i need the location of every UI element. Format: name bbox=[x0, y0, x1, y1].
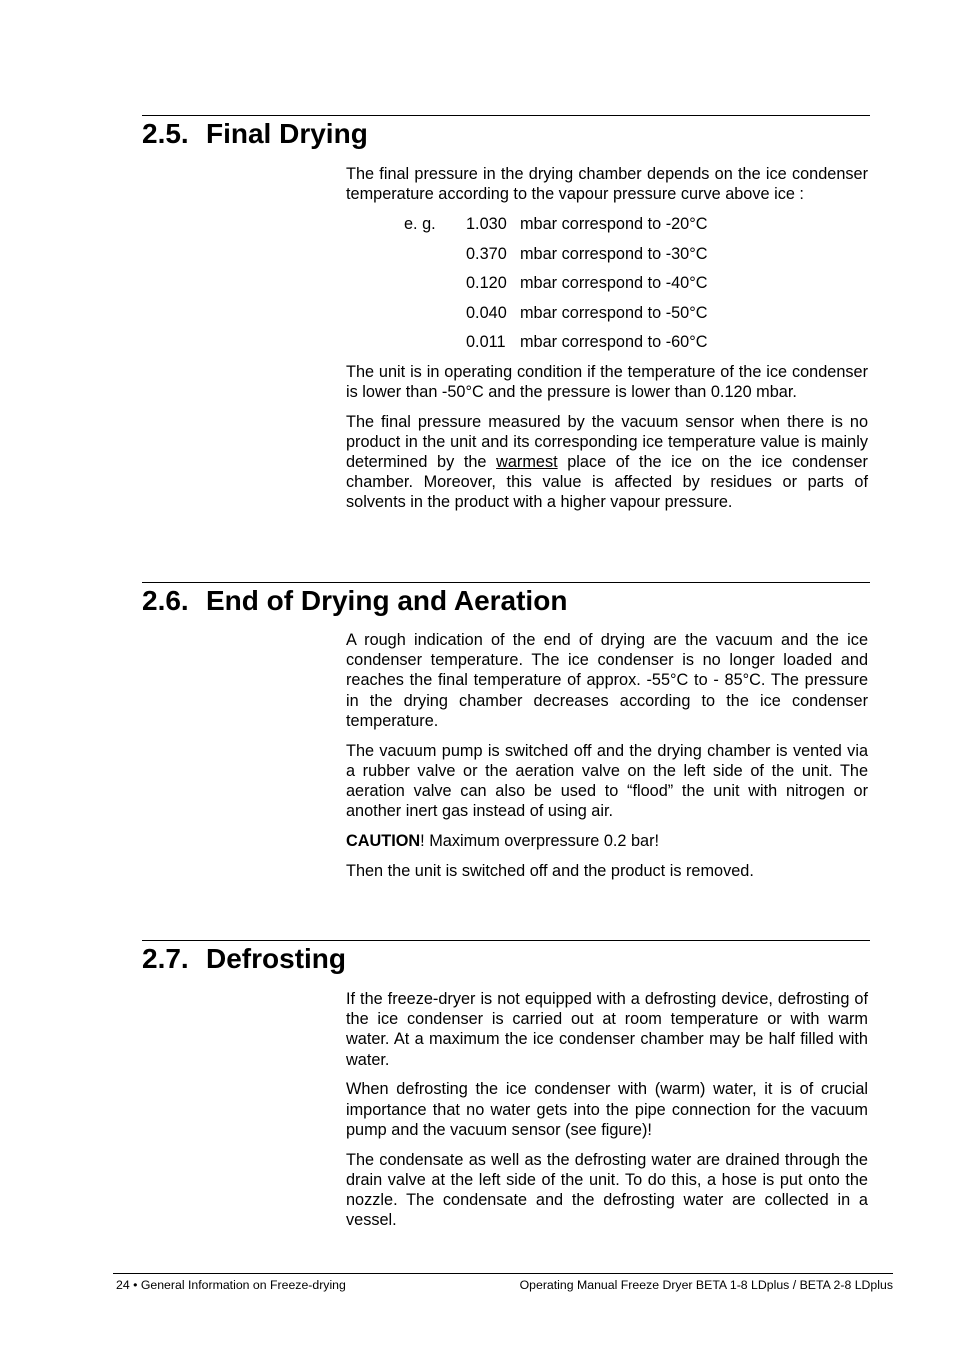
section-title: End of Drying and Aeration bbox=[206, 585, 568, 616]
footer-right: Operating Manual Freeze Dryer BETA 1-8 LDplus / BETA 2-8 LDplus bbox=[519, 1278, 893, 1292]
caution-text: ! Maximum overpressure 0.2 bar! bbox=[420, 832, 660, 851]
paragraph: The condensate as well as the defrosting water are drained through the drain valve at the left side of the unit. To do this, a hose is put onto the nozzle. The condensate and the defrosting water are collected in a vessel. bbox=[346, 1150, 868, 1230]
table-value: 0.040 bbox=[466, 303, 507, 322]
table-value: 1.030 bbox=[466, 215, 507, 233]
section-2-7-header bbox=[142, 940, 870, 976]
table-value: 0.011 bbox=[466, 333, 506, 351]
paragraph: The final pressure in the drying chamber depends on the ice condenser temperature according to the vapour pressure curve above ice : bbox=[346, 165, 868, 204]
section-title: Defrosting bbox=[206, 943, 346, 974]
section-number: 2.7. bbox=[142, 943, 189, 974]
section-2-6-body bbox=[346, 630, 868, 891]
paragraph-text: place of the ice on the ice condenser chamber. Moreover, this value is affected by residues or parts of solvents in the product with a higher vapour pressure. bbox=[346, 452, 868, 512]
vapour-pressure-table bbox=[346, 214, 868, 362]
table-row bbox=[346, 332, 868, 362]
paragraph: If the freeze-dryer is not equipped with a defrosting device, defrosting of the ice condenser is carried out at room temperature or with warm water. At a maximum the ice condenser chamber may be half filled with water. bbox=[346, 990, 868, 1069]
caution-paragraph bbox=[346, 831, 868, 851]
table-value: 0.370 bbox=[466, 244, 507, 263]
paragraph: Then the unit is switched off and the product is removed. bbox=[346, 861, 754, 880]
paragraph: A rough indication of the end of drying are the vacuum and the ice condenser temperature. The ice condenser is no longer loaded and reaches the final temperature of approx. -55°C to - 85°C. The pressure in the drying chamber decreases according to the ice condenser temperature. bbox=[346, 631, 868, 730]
table-text: mbar correspond to -40°C bbox=[520, 274, 708, 292]
paragraph: When defrosting the ice condenser with (warm) water, it is of crucial importance that no water gets into the pipe connection for the vacuum pump and the vacuum sensor (see figure)! bbox=[346, 1080, 868, 1139]
table-text: mbar correspond to -30°C bbox=[520, 244, 708, 263]
section-2-7-body bbox=[346, 989, 868, 1240]
paragraph: The vacuum pump is switched off and the drying chamber is vented via a rubber valve or the aeration valve on the left side of the unit. The aeration valve can also be used to “flood” the unit with nitrogen or another inert gas instead of using air. bbox=[346, 741, 868, 821]
section-title: Final Drying bbox=[206, 118, 368, 149]
footer-left: 24 • General Information on Freeze-drying bbox=[116, 1278, 346, 1292]
table-text: mbar correspond to -60°C bbox=[520, 333, 708, 351]
section-2-6-header bbox=[142, 582, 870, 618]
table-value: 0.120 bbox=[466, 274, 507, 292]
table-text: mbar correspond to -20°C bbox=[520, 215, 708, 233]
table-prefix: e. g. bbox=[404, 215, 436, 233]
table-text: mbar correspond to -50°C bbox=[520, 303, 708, 322]
paragraph: The unit is in operating condition if the temperature of the ice condenser is lower than -50°C and the pressure is lower than 0.120 mbar. bbox=[346, 362, 868, 401]
section-2-5-body bbox=[346, 164, 868, 522]
table-row bbox=[346, 273, 868, 303]
section-rule bbox=[142, 582, 870, 583]
section-heading bbox=[142, 942, 870, 976]
paragraph bbox=[346, 412, 868, 513]
section-2-5-header bbox=[142, 115, 870, 151]
section-heading bbox=[142, 117, 870, 151]
section-number: 2.5. bbox=[142, 118, 189, 149]
paragraph-text: The final pressure measured by the vacuum sensor when there is no product in the unit and its corresponding ice temperature value is mainly determined by the bbox=[346, 412, 868, 471]
caution-label: CAUTION bbox=[346, 832, 421, 851]
section-rule bbox=[142, 940, 870, 941]
section-rule bbox=[142, 115, 870, 116]
underlined-word: warmest bbox=[496, 452, 558, 471]
table-row bbox=[346, 214, 868, 244]
section-heading bbox=[142, 584, 870, 618]
section-number: 2.6. bbox=[142, 585, 189, 616]
table-row bbox=[346, 244, 868, 274]
table-row bbox=[346, 303, 868, 333]
page-footer bbox=[113, 1273, 893, 1292]
